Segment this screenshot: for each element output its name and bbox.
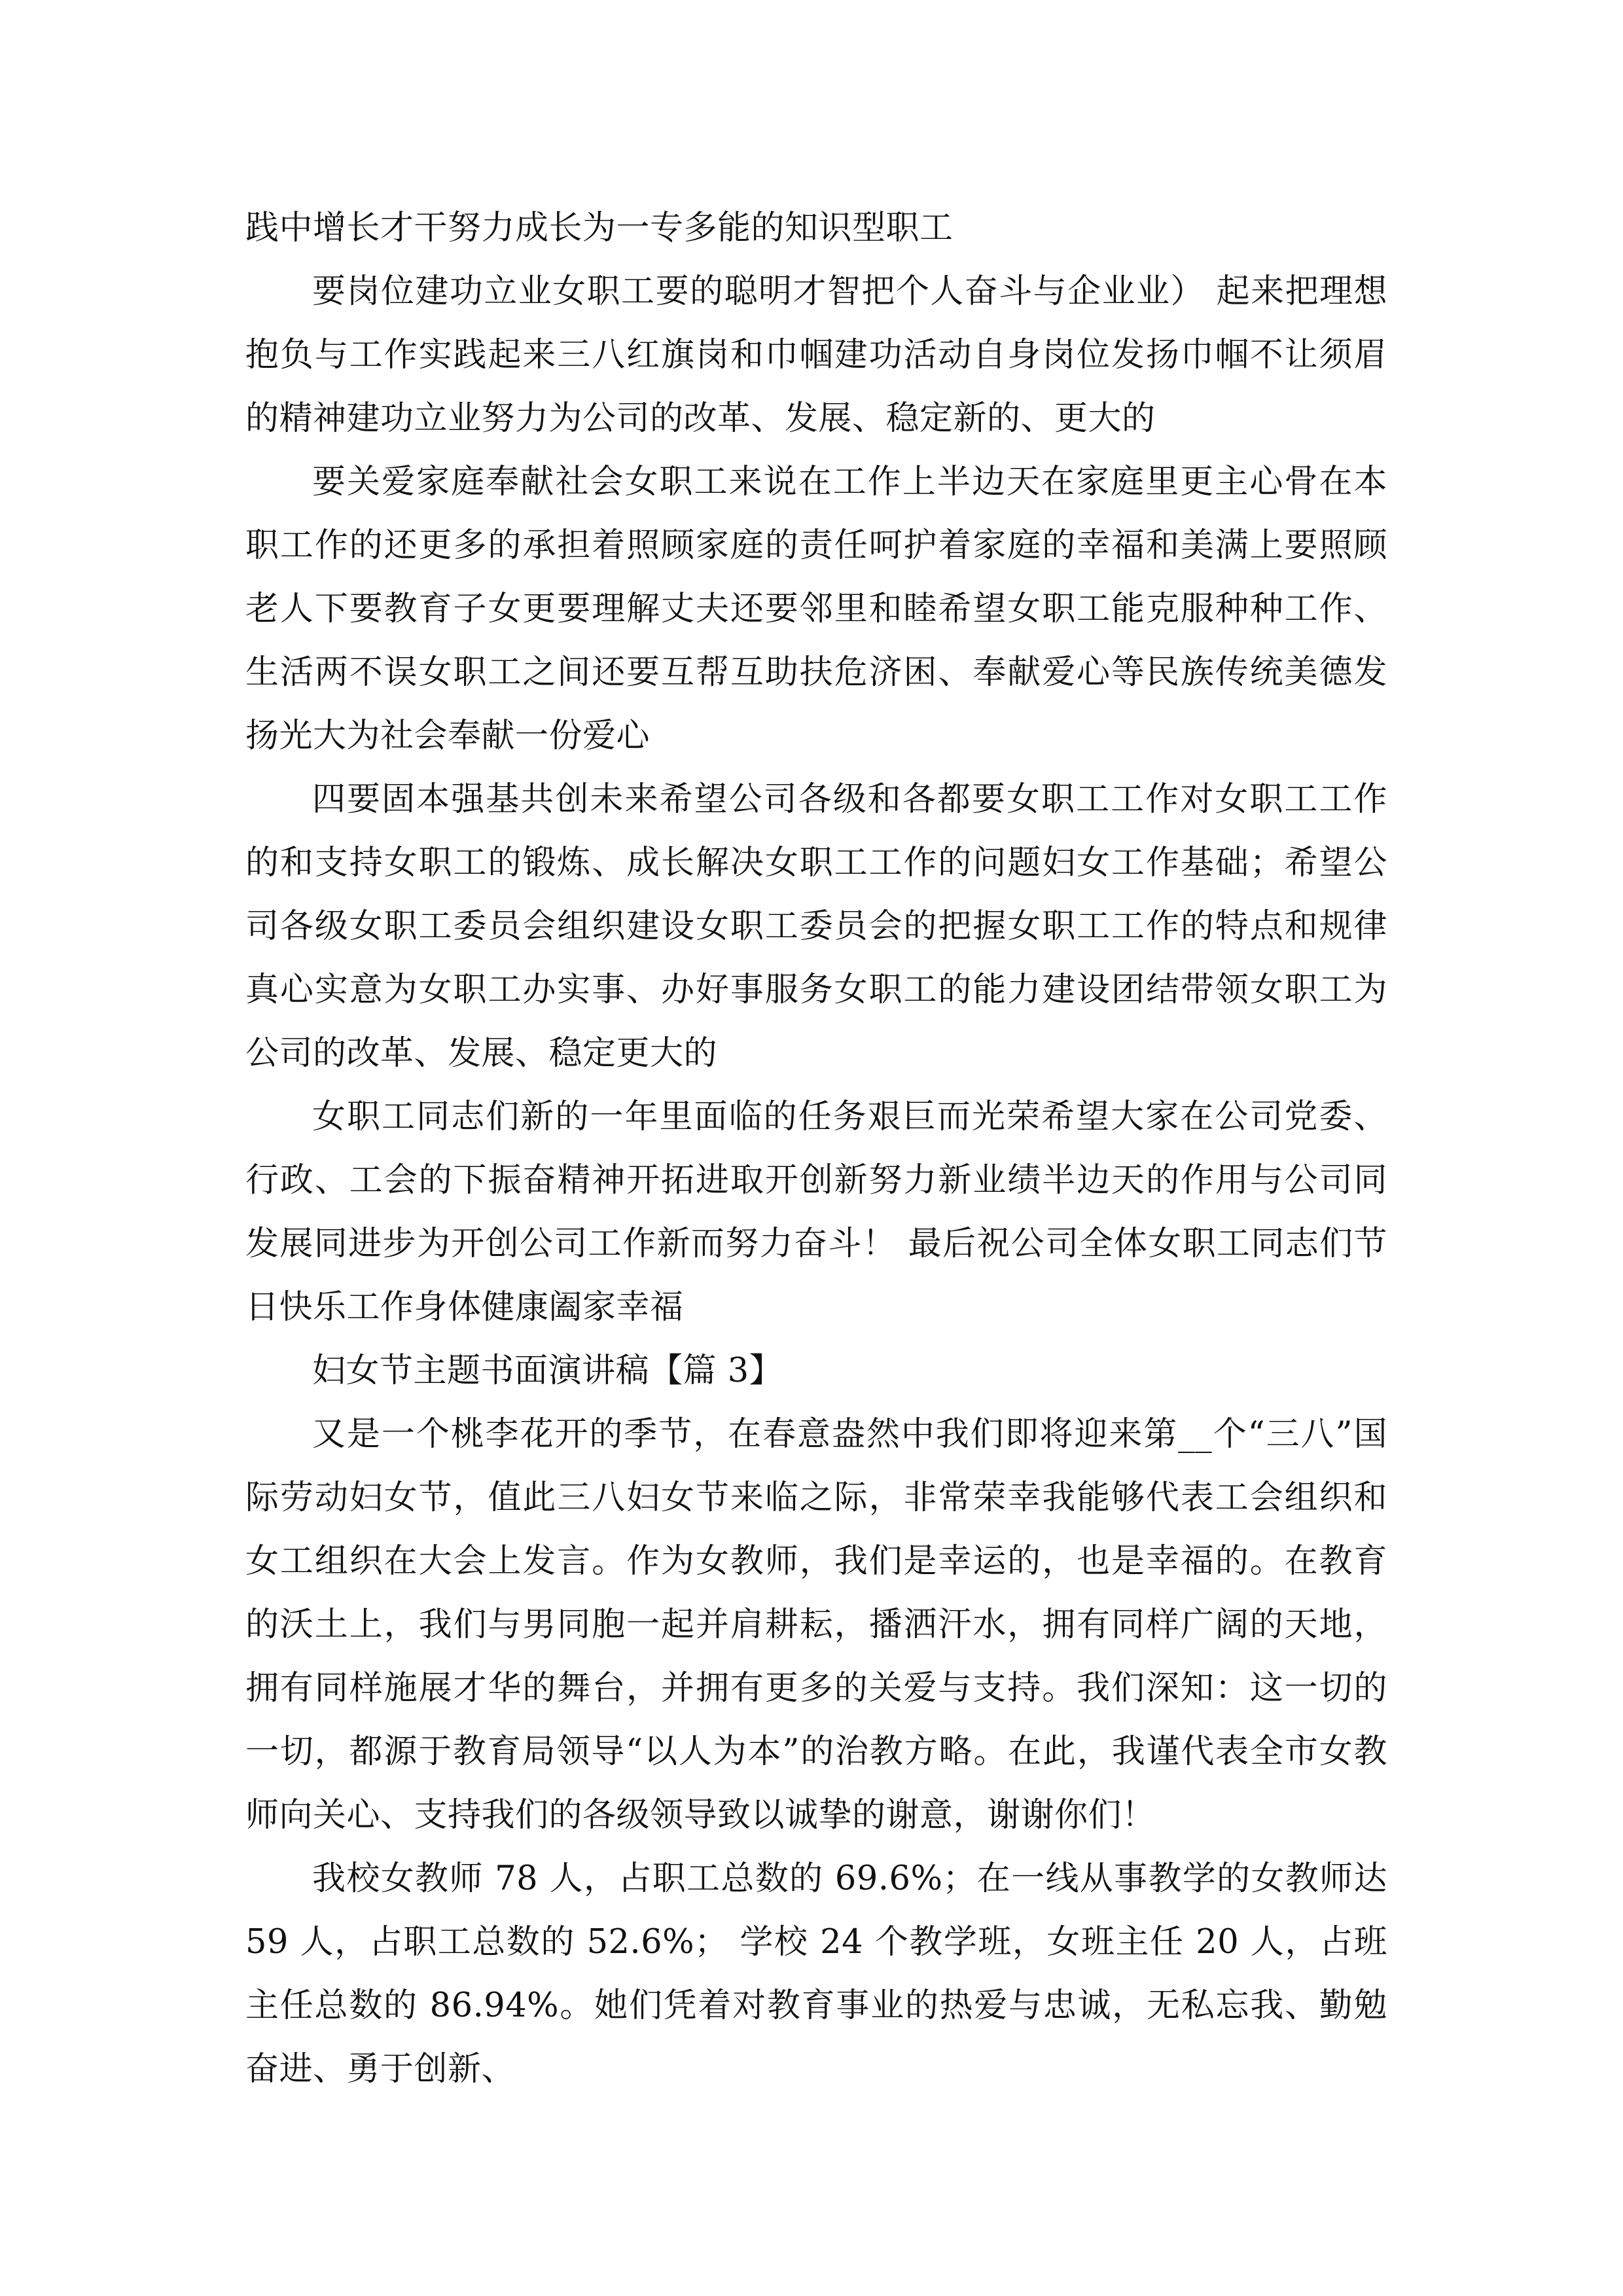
document-body	[245, 196, 1387, 2101]
paragraph-speech-opening: 又是一个桃李花开的季节，在春意盎然中我们即将迎来第__个“三八”国际劳动妇女节，值此三八妇女节来临之际，非常荣幸我能够代表工会组织和女工组织在大会上发言。作为女教师，我们是幸运的，也是幸福的。在教育的沃土上，我们与男同胞一起并肩耕耘，播洒汗水，拥有同样广阔的天地，拥有同样施展才华的舞台，并拥有更多的关爱与支持。我们深知：这一切的一切，都源于教育局领导“以人为本”的治教方略。在此，我谨代表全市女教师向关心、支持我们的各级领导致以诚挚的谢意，谢谢你们！	[245, 1415, 1387, 1835]
paragraph-career-achievement: 要岗位建功立业女职工要的聪明才智把个人奋斗与企业业） 起来把理想抱负与工作实践起来三八红旗岗和巾帼建功活动自身岗位发扬巾帼不让须眉的精神建功立业努力为公司的改革、发展、稳定新的、更大的	[245, 272, 1387, 438]
paragraph-family-care: 要关爱家庭奉献社会女职工来说在工作上半边天在家庭里更主心骨在本职工作的还更多的承担着照顾家庭的责任呵护着家庭的幸福和美满上要照顾老人下要教育子女更要理解丈夫还要邻里和睦希望女职工能克服种种工作、生活两不误女职工之间还要互帮互助扶危济困、奉献爱心等民族传统美德发扬光大为社会奉献一份爱心	[245, 463, 1387, 755]
paragraph-statistics: 我校女教师 78 人，占职工总数的 69.6%；在一线从事教学的女教师达 59 人，占职工总数的 52.6%； 学校 24 个教学班，女班主任 20 人，占班主任总数的 86.94%。她们凭着对教育事业的热爱与忠诚，无私忘我、勤勉奋进、勇于创新、	[245, 1859, 1387, 2089]
paragraph-closing-wishes: 女职工同志们新的一年里面临的任务艰巨而光荣希望大家在公司党委、行政、工会的下振奋精神开拓进取开创新努力新业绩半边天的作用与公司同发展同进步为开创公司工作新而努力奋斗！ 最后祝公司全体女职工同志们节日快乐工作身体健康阖家幸福	[245, 1098, 1387, 1327]
paragraph-continuation: 践中增长才干努力成长为一专多能的知识型职工	[245, 209, 954, 247]
section-heading: 妇女节主题书面演讲稿【篇 3】	[312, 1352, 783, 1390]
paragraph-foundation: 四要固本强基共创未来希望公司各级和各都要女职工工作对女职工工作的和支持女职工的锻炼、成长解决女职工工作的问题妇女工作基础；希望公司各级女职工委员会组织建设女职工委员会的把握女职工工作的特点和规律真心实意为女职工办实事、办好事服务女职工的能力建设团结带领女职工为公司的改革、发展、稳定更大的	[245, 780, 1387, 1073]
